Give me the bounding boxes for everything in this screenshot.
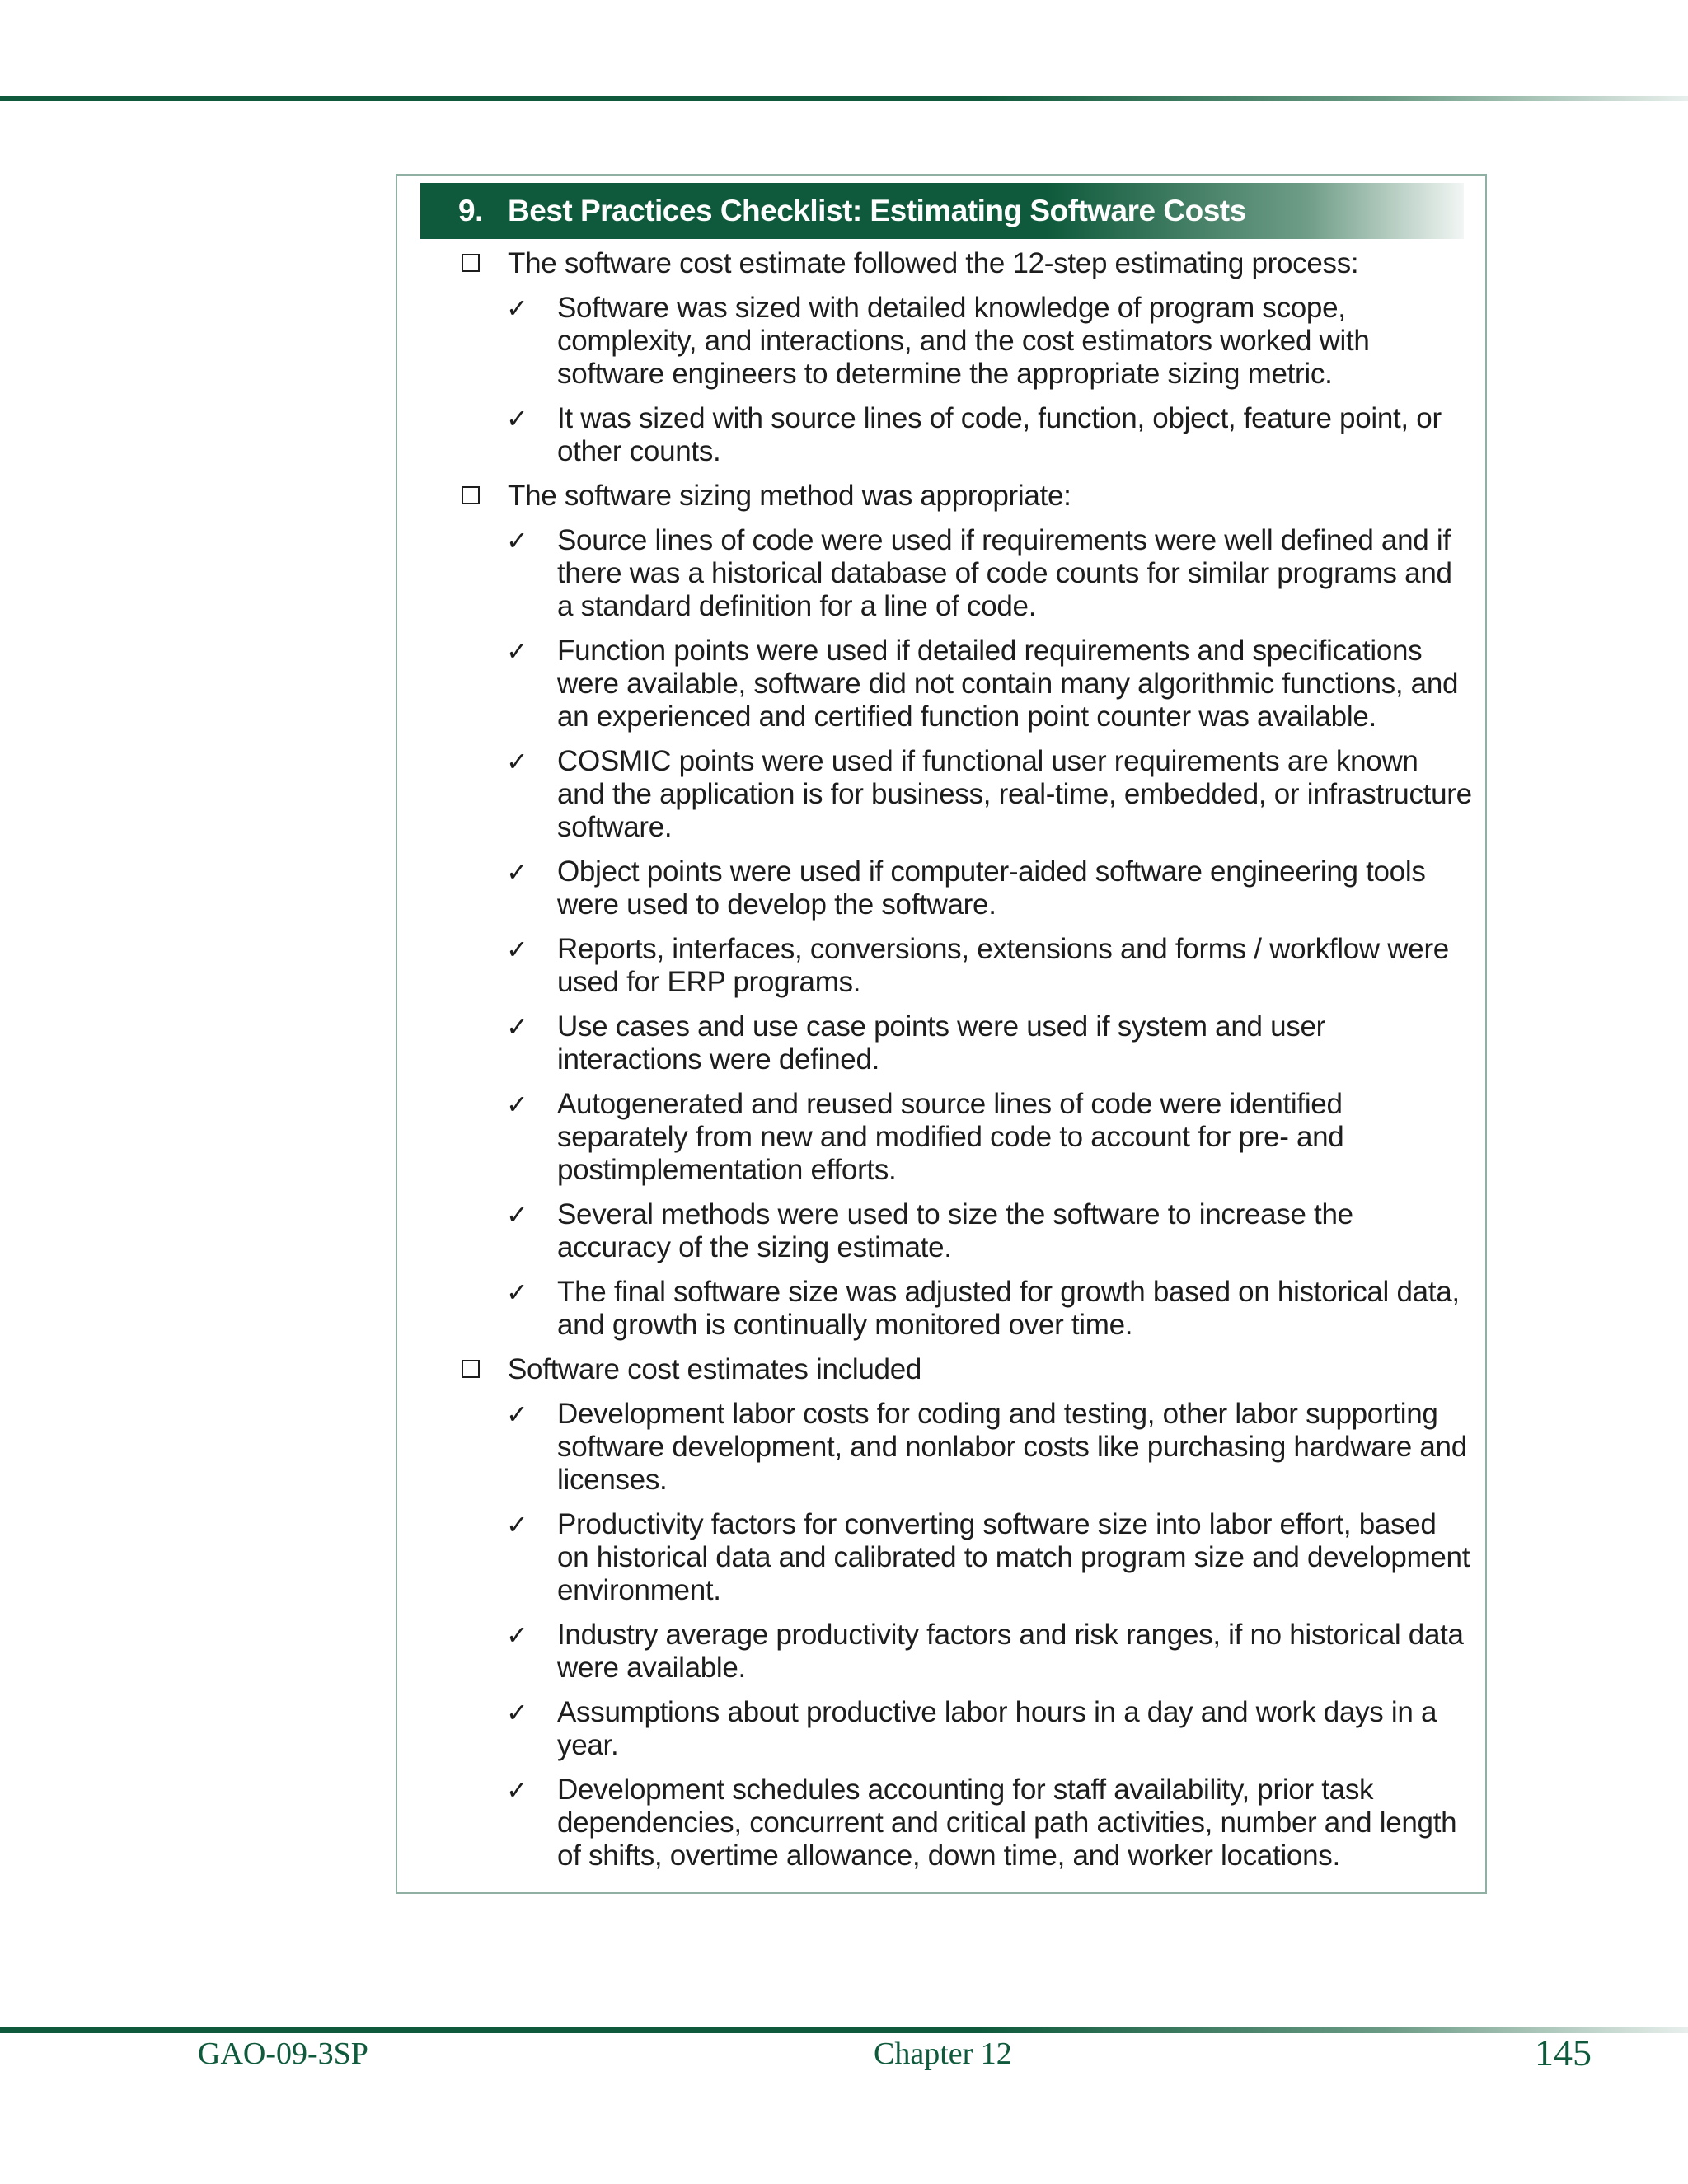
checkbox-empty-icon — [462, 1360, 480, 1378]
page-number: 145 — [1535, 2032, 1592, 2074]
checklist-subitem-text: Development labor costs for coding and testing, other labor supporting software development, and nonlabor costs like purchasing hardware and licenses. — [557, 1398, 1467, 1496]
checklist-subitem-text: Productivity factors for converting software size into labor effort, based on historical data and calibrated to match program size and development environment. — [557, 1508, 1470, 1606]
report-number: GAO-09-3SP — [198, 2036, 368, 2071]
checklist-subitem-text: COSMIC points were used if functional user requirements are known and the application is for business, real-time, embedded, or infrastructure software. — [557, 745, 1472, 843]
checklist-subitem — [458, 1088, 1472, 1187]
chapter-label: Chapter 12 — [874, 2036, 1012, 2071]
checklist-subitem — [458, 855, 1472, 921]
check-mark-icon: ✓ — [506, 1011, 528, 1043]
checklist-title: Best Practices Checklist: Estimating Software Costs — [508, 194, 1246, 227]
check-mark-icon: ✓ — [506, 525, 528, 556]
checkbox-empty-icon — [462, 486, 480, 504]
check-mark-icon: ✓ — [506, 403, 528, 434]
check-mark-icon: ✓ — [506, 1509, 528, 1540]
checklist-subitem — [458, 635, 1472, 733]
check-mark-icon: ✓ — [506, 635, 528, 667]
checklist-item-text: The software sizing method was appropriate: — [508, 480, 1071, 512]
checklist-group — [458, 480, 1472, 1342]
checklist-subitem — [458, 1010, 1472, 1076]
checkbox-empty-icon — [462, 254, 480, 272]
check-mark-icon: ✓ — [506, 1199, 528, 1230]
checklist-item-text: The software cost estimate followed the 12-step estimating process: — [508, 247, 1359, 279]
checklist-subitem — [458, 1619, 1472, 1685]
checklist-subitem — [458, 933, 1472, 999]
checklist-header — [420, 183, 1464, 239]
checklist-item — [458, 247, 1472, 280]
check-mark-icon: ✓ — [506, 934, 528, 965]
checklist-subitem-text: Source lines of code were used if requirements were well defined and if there was a historical database of code counts for similar programs and a standard definition for a line of code. — [557, 524, 1452, 622]
check-mark-icon: ✓ — [506, 1089, 528, 1120]
top-rule — [0, 96, 1688, 101]
check-mark-icon: ✓ — [506, 1697, 528, 1728]
checklist-subitem — [458, 1276, 1472, 1342]
checklist-subitem — [458, 292, 1472, 391]
check-mark-icon: ✓ — [506, 856, 528, 888]
check-mark-icon: ✓ — [506, 293, 528, 324]
bottom-rule — [0, 2027, 1688, 2033]
checklist-subitem-text: Reports, interfaces, conversions, extensions and forms / workflow were used for ERP programs. — [557, 933, 1449, 998]
checklist-subitem — [458, 745, 1472, 844]
checklist-subitem-text: The final software size was adjusted for growth based on historical data, and growth is continually monitored over time. — [557, 1276, 1460, 1341]
checklist-subitem-text: Assumptions about productive labor hours in a day and work days in a year. — [557, 1696, 1437, 1761]
checklist-item — [458, 480, 1472, 513]
checklist-subitem — [458, 1398, 1472, 1497]
checklist-group — [458, 247, 1472, 468]
checklist-subitem — [458, 1774, 1472, 1872]
checklist-item — [458, 1353, 1472, 1386]
checklist-subitem-text: Object points were used if computer-aided software engineering tools were used to develop the software. — [557, 855, 1426, 921]
checklist-subitem-text: Software was sized with detailed knowledge of program scope, complexity, and interactions, and the cost estimators worked with software engineers to determine the appropriate sizing metric. — [557, 292, 1370, 390]
checklist-subitem — [458, 1696, 1472, 1762]
checklist-subitem — [458, 1508, 1472, 1607]
check-mark-icon: ✓ — [506, 1619, 528, 1651]
checklist-subitem-text: It was sized with source lines of code, function, object, feature point, or other counts. — [557, 402, 1442, 467]
check-mark-icon: ✓ — [506, 746, 528, 777]
checklist-subitem — [458, 524, 1472, 623]
checklist-subitem-text: Autogenerated and reused source lines of code were identified separately from new and modified code to account for pre- and postimplementation efforts. — [557, 1088, 1344, 1186]
checklist-subitem-text: Function points were used if detailed requirements and specifications were available, software did not contain many algorithmic functions, and an experienced and certified function point counter was available. — [557, 635, 1459, 733]
checklist — [458, 247, 1472, 1884]
checklist-item-text: Software cost estimates included — [508, 1353, 922, 1385]
checklist-number: 9. — [458, 194, 483, 227]
checklist-subitem-text: Use cases and use case points were used if system and user interactions were defined. — [557, 1010, 1325, 1076]
checklist-subitem-text: Development schedules accounting for staff availability, prior task dependencies, concurrent and critical path activities, number and length of shifts, overtime allowance, down time, and worker locations. — [557, 1774, 1457, 1872]
checklist-group — [458, 1353, 1472, 1872]
check-mark-icon: ✓ — [506, 1399, 528, 1430]
checklist-subitem-text: Several methods were used to size the software to increase the accuracy of the sizing estimate. — [557, 1198, 1353, 1263]
check-mark-icon: ✓ — [506, 1774, 528, 1806]
checklist-subitem — [458, 1198, 1472, 1264]
check-mark-icon: ✓ — [506, 1277, 528, 1308]
checklist-subitem-text: Industry average productivity factors and risk ranges, if no historical data were available. — [557, 1619, 1464, 1684]
checklist-subitem — [458, 402, 1472, 468]
